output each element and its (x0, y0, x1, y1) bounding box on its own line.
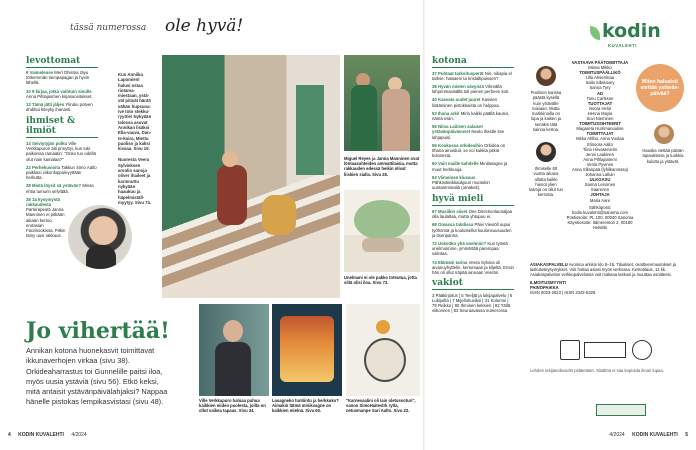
list-item[interactable]: 63 Viimeinen kiusaus Pähkinäleikkaukjuuri muotokin uuntamminaliä (omakeit). (432, 174, 490, 191)
narrow-para-2: Nuoresta Veera Sylvieksen arvolin sanoja oliver ihaileet ja karmnuttu nykyään haaukuu ja häpelmiställmyytyy. Sivu 74. (118, 157, 152, 205)
section-title-vakiot: vakiot (432, 278, 463, 289)
sleeper-photo (344, 190, 420, 272)
masthead-line: Tonu Carlsson (586, 95, 614, 101)
narrow-para-1: Kun Anniika Lapomienl halusi ostaa riotamamiestaan, ystävät pitivät häntä vähän hupsuna: ive toto stekkuryyttie! Nykyään talossa asuvat Annikan lisäksi Elia-vauva, Dante-koira, Miettu puoliso ja kaksi kissaa. Sivu 16. (118, 72, 152, 152)
person-caption-1: Puolison kanssa päästä kysellä kuin ystävälle toisiaan. Mutta markkinoilla on lupa ja kaiken ja senäkin tätä sainoa kertoa. (530, 90, 562, 133)
cert-icon-2 (584, 342, 626, 358)
masthead-line: Maria Aare (589, 197, 611, 203)
masthead-line: Ulla Ahsenmaa (585, 75, 615, 81)
footer-issue-left: 4/2024 (71, 432, 87, 438)
hero-caption: Jo vihertää! (26, 318, 170, 344)
list-item[interactable]: 40 Kasvata uudet juuret Kasvien lisääminen pistokkaista on helppoa. (432, 97, 500, 108)
vakiot-list: 3 Pääkirjoitus | 5 Teeljät ja lukijapalvelu | 6 Lukijoilta | 7 Mijelluhuviksi | 31 Kolumni | 79 Reikko | 80 Ihmisen keksien | 82 Tällä viikonnen | 83 Seuraavassa numerossa (432, 292, 513, 314)
masthead-line: Venla Pyvinen (586, 161, 614, 167)
list-item[interactable]: 28 Mistä löysit sä ystävän? Missa ehtia tumurin selvittää. (26, 183, 94, 194)
person-caption-3: Hauska viettää päivän tapauksissa ja tuokkia kulutta ja ystävät. (642, 148, 684, 164)
masthead-line: Noora Helol (588, 105, 612, 111)
section-title-levottomat: levottomat (26, 56, 81, 66)
masthead-line: Mirka Ahlbo, Anna Vuolaa (576, 136, 624, 142)
masthead-line: ULKOASU (589, 177, 611, 183)
masthead-line: Jenni Laakinen (585, 151, 615, 157)
person-caption-2: Ihmiselle 60 vuotta aikana ollutta kaikki hienot ylien talvoja on ollut tuo kerrosta. (529, 166, 563, 198)
list-item[interactable]: 37 Puhtaat tarkoitusperät Nin, nikapia el tarkse: haisaeni ta kristallipuissen? (432, 70, 512, 81)
list-item[interactable]: 67 Musiikin siivet One Directionlaunaljaa olla laulaltaa, mutta yhtupuu ei. (432, 209, 513, 220)
portrait-circle (68, 205, 132, 269)
caption-kerman: "Karnevaalini oli Iain oletussoturi", sanoo SimoHaiteslrk rytla, netusmanpe Sari Aalto. Sivu 22. (346, 398, 416, 414)
list-item[interactable]: 10 9 kirjaa, jotka vaihtuin sinulle Anna Pihlajasmen kirjasuositukset. (26, 88, 93, 99)
masthead-line: Anna Pihlajaniemi (583, 156, 617, 162)
section-title-hyva-mieli: hyvä mieli (432, 194, 484, 205)
list-item[interactable]: 14 Seiviytyjän polku Ville Verkkapuron äiti pnnyttyi, kun tuki paikoissa ramaatin: "Onko tuo edellä olut nain kamalaa?" (26, 141, 96, 162)
question-bubble (636, 64, 684, 112)
paino-label: PAINOPAIKKA (530, 284, 559, 290)
brand-logo (594, 22, 660, 50)
cert-logos (560, 340, 670, 362)
caption-ville: Ville Verkkapuro haluaa puhua kaikkien niiden puolesta, joilta on ollut vaikea tapaus. Sivu 34. (199, 398, 266, 414)
cert-icon-3 (632, 340, 652, 360)
masthead-line: Minna Mikko (588, 65, 612, 71)
masthead (564, 60, 636, 230)
person-avatar-1 (536, 66, 556, 86)
masthead-line: Tiina Hirvaseniemi (582, 146, 618, 152)
leaf-icon (590, 26, 600, 40)
legal-text: Lehden tekijänoikeudet pidätetään. Sisältöä ei saa kopioida ilman lupaa. (530, 368, 664, 373)
footer-badges (596, 404, 646, 416)
header-script-title: ole hyvä! (165, 16, 244, 36)
logo-text: kodin (602, 20, 661, 42)
footer-issue-right: 4/2024 (609, 432, 625, 438)
page-number-left: 4 (8, 432, 11, 438)
footer-left (8, 432, 87, 438)
masthead-line: Magareta Hurrimanuukse (576, 126, 624, 132)
masthead-line: AD (596, 90, 604, 96)
header-intro: tässä numerossa (70, 23, 147, 33)
caption-lasagne: Lasagneko tuntiintu ja herkkuko? Aimakin tätmä miniksagne on kaikkien mielnä. Sivu 60. (272, 398, 339, 414)
list-item[interactable]: 28 14 kysymystä rakkaudesta Parterapeutti Janna Manninen ei pitkään aikaan kertoo erotasian Facebookissa. Pitkin tarvy uusi rakkaus. (26, 196, 66, 239)
list-item[interactable]: 68 Omassa tahdissa Päivi Vieviöll uupui työhönsä ja koulutsellut kuulonsuusuuden ja itsenpanna. (432, 222, 512, 238)
hero-text: Annikan kotona huonekasvit toimittavat ikkunaverhojen virkaa (sivu 38). Orkideaharrastus toi Gunnelille paitsi iloa, myös uusia ystäviä (sivu 56). Etkö keksi, mitä antaisit ystävänpäivälahjaksi? Nappaa hänelle pistokas lempikasvistasi (sivu 48). (26, 346, 168, 407)
masthead-lines (564, 65, 636, 203)
masthead-line: Saarenen (590, 187, 610, 193)
masthead-line: Elinoora Aalto (587, 141, 613, 147)
couple-photo (344, 55, 420, 151)
footer-brand-left: KODIN KUVALEHTI (18, 432, 64, 438)
list-item[interactable]: 56 Niina Laitisen salaiset ystävänpäivävuset Neulo ihastle itse lahjapuisi. (432, 124, 505, 140)
footer-brand-right: KODIN KUVALEHTI (632, 432, 678, 438)
masthead-line: TUOTTAJAT (587, 100, 613, 106)
subs-text: Avoinna arkisin klo 8–16. Tilaukset, osoitteenmuutokset ja laskutuskysymykset. Voit hoitaa asiasi myös verkossa. Kestotilaus, 12 kk. Asiakaspalvelun verkkopalvelussa voit maksaa laskusi ja muuttaa osoitteesi. (530, 262, 676, 278)
page-number-right: 5 (685, 432, 688, 438)
subscription-block (530, 262, 680, 295)
masthead-line: Johanna Lalluin (585, 172, 615, 178)
list-item[interactable]: 22 Perhekuvioita Takkun Simo Aalto paikkasi viikonloppuleyyttään herkutta. (26, 164, 97, 181)
narrow-column (118, 72, 152, 208)
masthead-line: Henna Mayla (587, 110, 613, 116)
list-item[interactable]: 74 Elämäni tarina Veera Sylviva oli aivanuyhyttelin, kertumaan ja kiljeltä. Ensin hän oli ollut näpää ainoaan Veerän. (432, 259, 514, 276)
masthead-line: Suvi Nieminen (586, 116, 614, 122)
spine (423, 0, 425, 450)
list-item[interactable]: 72 Uskoitko yhä unelmiin? Kun työstä unelmoimme, ymmärtää parempaa valintaa. (432, 241, 508, 257)
footer-right (609, 432, 688, 438)
bubble-text: Miten haluaisit viettää ystävänpäivää? (640, 78, 680, 98)
masthead-line: Sanna Leinonen (584, 182, 616, 188)
masthead-line: Sanna Tyry (589, 85, 611, 91)
masthead-line: TOIMITTAJAT (586, 131, 614, 137)
masthead-line: Anna Sillanpää (lyhilkamossa) (571, 166, 629, 172)
hero-photo (162, 55, 340, 298)
mid-contents (432, 56, 514, 317)
caption-sleeper: Unelmani ei ole pakko toteutua, jotta siitä olisi iloa. Sivu 72. (344, 275, 417, 286)
person-avatar-2 (536, 142, 556, 162)
masthead-line: TOIMITUSSIHTEERIT (579, 121, 621, 127)
ville-photo (199, 304, 269, 396)
list-item[interactable]: 60 Vain maille kahdelle Minilasagne ja muut herkkuuja. (432, 161, 508, 172)
list-item[interactable]: 56 Koukussa orkideoihin Orkidea on tihana ainoiduit, se voi kukkia pitkiä kulosesta. (432, 142, 506, 159)
subs-title: ASIAKASPALVELU (530, 262, 568, 267)
caption-couple: Miguel Reyes ja Janna Manninen ovat löntaasuhteiden ammattilaisia, mutta rakkauden edessä heikin olivat liiskien sialla. Sivu 28. (344, 156, 420, 177)
cert-icon-1 (560, 340, 580, 360)
header (60, 16, 320, 38)
person-avatar-3 (654, 124, 674, 144)
masthead-contact: Sähköposti: kodin.kuvalehti@sanoma.com Postiosoite: PL 100, 00040 Sanoma Käyntiosoite: Itämerentori 2, 00180 Helsinki (566, 204, 634, 230)
list-item[interactable]: 13 Tämä jätti jäljen Yliruku potven ahdittui kiteyky ihanasti. (26, 102, 93, 113)
masthead-title: VASTAAVA PÄÄTOIMITTAJA (571, 60, 629, 65)
masthead-line: TOIMITUSPÄÄLLIKÖ (579, 70, 621, 76)
issn-text: ISSN 0023-2623 | ISSN 2342-5326 (530, 290, 596, 296)
list-item[interactable]: 9 Vaimeleuse Merl Ohisma räyu törkemmän tiempapagan ja hyvin lähellä. (26, 70, 90, 86)
list-item[interactable]: 53 Ihana arki! Mirlo kaikki päällä kaunis, nämä esiin. (432, 110, 510, 122)
section-title-kotona: kotona (432, 56, 467, 66)
logo-subtext: KUVALEHTI (608, 43, 638, 48)
masthead-line: JOHTAJA (590, 192, 610, 198)
masthead-line: Saila Sibelauey (585, 80, 615, 86)
lasagne-photo (272, 304, 342, 396)
ilmoitus-label: ILMOITUSMYYNTI (530, 279, 566, 285)
kerman-photo (346, 304, 420, 396)
section-title-ihmiset: ihmiset & ilmiöt (26, 116, 76, 137)
list-item[interactable]: 38 Hyvän mielen sävyistä Vihreällä lahjommasisällä tuli pienen perheen koti. (432, 84, 510, 95)
